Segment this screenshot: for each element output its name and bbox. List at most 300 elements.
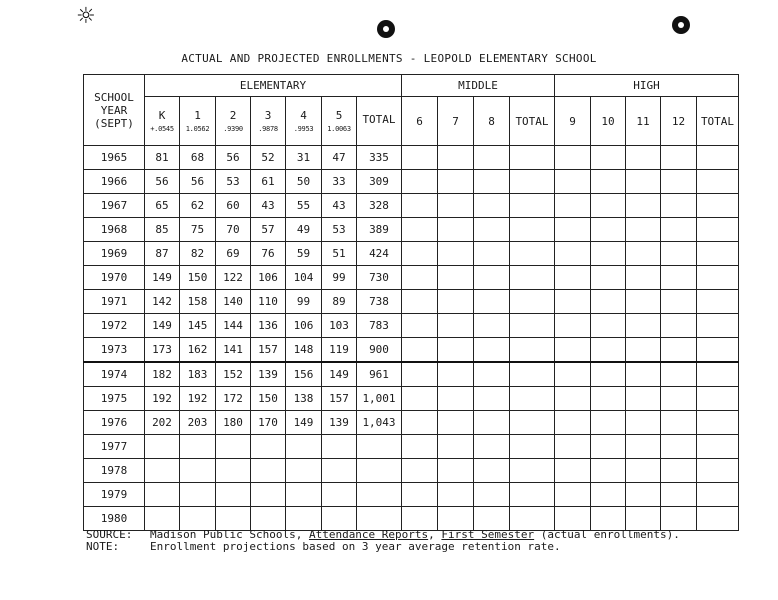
- enrollment-cell: 106: [286, 314, 322, 338]
- empty-cell: [438, 266, 474, 290]
- enrollment-cell: 81: [145, 146, 180, 170]
- enrollment-cell: 56: [180, 170, 216, 194]
- enrollment-cell: 99: [286, 290, 322, 314]
- year-cell: 1969: [84, 242, 145, 266]
- binder-clip-mark: ☼: [76, 4, 96, 29]
- year-cell: 1974: [84, 362, 145, 387]
- empty-cell: [402, 194, 438, 218]
- elementary-grade-header: 1 1.0562: [180, 97, 216, 146]
- punch-hole-icon: [377, 20, 395, 38]
- enrollment-cell: 783: [357, 314, 402, 338]
- empty-cell: [697, 146, 739, 170]
- empty-cell: [661, 218, 697, 242]
- enrollment-cell: 180: [216, 411, 251, 435]
- elementary-grade-header: TOTAL: [357, 97, 402, 146]
- enrollment-cell: 51: [322, 242, 357, 266]
- empty-cell: [474, 290, 510, 314]
- enrollment-cell: [251, 507, 286, 531]
- empty-cell: [474, 194, 510, 218]
- empty-cell: [438, 411, 474, 435]
- empty-cell: [510, 387, 555, 411]
- empty-cell: [402, 459, 438, 483]
- year-cell: 1978: [84, 459, 145, 483]
- enrollment-cell: 110: [251, 290, 286, 314]
- enrollment-cell: 172: [216, 387, 251, 411]
- year-cell: 1965: [84, 146, 145, 170]
- enrollment-cell: [251, 483, 286, 507]
- empty-cell: [661, 146, 697, 170]
- enrollment-cell: [286, 507, 322, 531]
- enrollment-cell: 56: [216, 146, 251, 170]
- empty-cell: [474, 459, 510, 483]
- year-cell: 1980: [84, 507, 145, 531]
- elementary-grade-header: 4 .9953: [286, 97, 322, 146]
- enrollment-cell: 106: [251, 266, 286, 290]
- empty-cell: [661, 459, 697, 483]
- year-cell: 1972: [84, 314, 145, 338]
- elementary-grade-header: 3 .9878: [251, 97, 286, 146]
- elementary-header: ELEMENTARY: [145, 75, 402, 97]
- enrollment-cell: 961: [357, 362, 402, 387]
- year-cell: 1967: [84, 194, 145, 218]
- empty-cell: [697, 435, 739, 459]
- empty-cell: [555, 218, 591, 242]
- year-cell: 1975: [84, 387, 145, 411]
- high-grade-header: 11: [626, 97, 661, 146]
- year-cell: 1966: [84, 170, 145, 194]
- empty-cell: [626, 411, 661, 435]
- empty-cell: [474, 314, 510, 338]
- empty-cell: [474, 146, 510, 170]
- enrollment-cell: 76: [251, 242, 286, 266]
- enrollment-cell: 149: [145, 266, 180, 290]
- table-row: [84, 459, 739, 483]
- empty-cell: [402, 242, 438, 266]
- empty-cell: [626, 387, 661, 411]
- empty-cell: [591, 362, 626, 387]
- high-grade-header: 9: [555, 97, 591, 146]
- punch-hole-icon: [672, 16, 690, 34]
- empty-cell: [591, 483, 626, 507]
- empty-cell: [510, 194, 555, 218]
- retention-ratio: 1.0562: [185, 125, 210, 133]
- empty-cell: [438, 362, 474, 387]
- enrollment-cell: 162: [180, 338, 216, 363]
- enrollment-cell: 82: [180, 242, 216, 266]
- empty-cell: [438, 218, 474, 242]
- enrollment-cell: [251, 459, 286, 483]
- empty-cell: [661, 266, 697, 290]
- empty-cell: [555, 290, 591, 314]
- empty-cell: [555, 338, 591, 363]
- empty-cell: [661, 194, 697, 218]
- empty-cell: [402, 266, 438, 290]
- enrollment-cell: [357, 483, 402, 507]
- empty-cell: [591, 387, 626, 411]
- table-row: [84, 483, 739, 507]
- enrollment-cell: [357, 459, 402, 483]
- empty-cell: [402, 483, 438, 507]
- source-text: Madison Public Schools, Attendance Reports, First Semester (actual enrollments).: [150, 528, 680, 541]
- enrollment-cell: 424: [357, 242, 402, 266]
- empty-cell: [510, 338, 555, 363]
- enrollment-cell: 55: [286, 194, 322, 218]
- enrollment-cell: 33: [322, 170, 357, 194]
- empty-cell: [591, 314, 626, 338]
- elementary-grade-header: K +.0545: [145, 97, 180, 146]
- empty-cell: [555, 146, 591, 170]
- enrollment-cell: 85: [145, 218, 180, 242]
- enrollment-cell: 149: [145, 314, 180, 338]
- empty-cell: [661, 242, 697, 266]
- empty-cell: [474, 218, 510, 242]
- empty-cell: [661, 411, 697, 435]
- empty-cell: [626, 218, 661, 242]
- empty-cell: [510, 362, 555, 387]
- empty-cell: [555, 314, 591, 338]
- empty-cell: [555, 387, 591, 411]
- empty-cell: [402, 362, 438, 387]
- empty-cell: [626, 507, 661, 531]
- enrollment-cell: 52: [251, 146, 286, 170]
- empty-cell: [626, 483, 661, 507]
- empty-cell: [591, 411, 626, 435]
- enrollment-cell: 144: [216, 314, 251, 338]
- table-row: [84, 362, 739, 387]
- empty-cell: [697, 362, 739, 387]
- empty-cell: [555, 194, 591, 218]
- table-row: [84, 242, 739, 266]
- enrollment-cell: [180, 435, 216, 459]
- empty-cell: [438, 435, 474, 459]
- empty-cell: [555, 507, 591, 531]
- enrollment-cell: 119: [322, 338, 357, 363]
- enrollment-cell: 152: [216, 362, 251, 387]
- table-row: [84, 170, 739, 194]
- empty-cell: [510, 290, 555, 314]
- middle-grade-header: 7: [438, 97, 474, 146]
- empty-cell: [697, 242, 739, 266]
- enrollment-cell: 103: [322, 314, 357, 338]
- empty-cell: [591, 194, 626, 218]
- empty-cell: [661, 362, 697, 387]
- high-grade-header: 12: [661, 97, 697, 146]
- enrollment-cell: [145, 507, 180, 531]
- enrollment-cell: [357, 435, 402, 459]
- empty-cell: [591, 266, 626, 290]
- enrollment-cell: 156: [286, 362, 322, 387]
- empty-cell: [474, 242, 510, 266]
- note-label: NOTE:: [86, 540, 120, 553]
- table-row: [84, 266, 739, 290]
- empty-cell: [661, 290, 697, 314]
- elementary-grade-header: 5 1.0063: [322, 97, 357, 146]
- enrollment-cell: [216, 435, 251, 459]
- enrollment-cell: 202: [145, 411, 180, 435]
- empty-cell: [438, 483, 474, 507]
- empty-cell: [438, 146, 474, 170]
- empty-cell: [626, 435, 661, 459]
- enrollment-cell: 139: [322, 411, 357, 435]
- empty-cell: [402, 314, 438, 338]
- enrollment-cell: 50: [286, 170, 322, 194]
- empty-cell: [510, 459, 555, 483]
- enrollment-cell: 203: [180, 411, 216, 435]
- retention-ratio: .9390: [223, 125, 243, 133]
- empty-cell: [510, 242, 555, 266]
- enrollment-cell: 157: [251, 338, 286, 363]
- empty-cell: [661, 507, 697, 531]
- table-row: [84, 218, 739, 242]
- middle-grade-header: 6: [402, 97, 438, 146]
- enrollment-cell: 389: [357, 218, 402, 242]
- empty-cell: [626, 194, 661, 218]
- enrollment-cell: 900: [357, 338, 402, 363]
- retention-ratio: .9953: [293, 125, 314, 133]
- empty-cell: [402, 218, 438, 242]
- enrollment-cell: 49: [286, 218, 322, 242]
- enrollment-cell: 68: [180, 146, 216, 170]
- enrollment-cell: 183: [180, 362, 216, 387]
- enrollment-cell: 59: [286, 242, 322, 266]
- enrollment-cell: [145, 435, 180, 459]
- enrollment-cell: [216, 507, 251, 531]
- enrollment-cell: [322, 483, 357, 507]
- enrollment-cell: [145, 459, 180, 483]
- empty-cell: [402, 507, 438, 531]
- empty-cell: [474, 411, 510, 435]
- year-cell: 1970: [84, 266, 145, 290]
- empty-cell: [697, 290, 739, 314]
- year-cell: 1976: [84, 411, 145, 435]
- empty-cell: [661, 314, 697, 338]
- elementary-grade-header: 2 .9390: [216, 97, 251, 146]
- enrollment-cell: 122: [216, 266, 251, 290]
- empty-cell: [591, 290, 626, 314]
- empty-cell: [591, 218, 626, 242]
- enrollment-cell: 738: [357, 290, 402, 314]
- empty-cell: [474, 435, 510, 459]
- enrollment-cell: [322, 459, 357, 483]
- table-row: [84, 290, 739, 314]
- empty-cell: [438, 242, 474, 266]
- empty-cell: [555, 266, 591, 290]
- enrollment-cell: 70: [216, 218, 251, 242]
- empty-cell: [438, 314, 474, 338]
- enrollment-cell: [357, 507, 402, 531]
- high-grade-header: TOTAL: [697, 97, 739, 146]
- enrollment-cell: 142: [145, 290, 180, 314]
- empty-cell: [438, 338, 474, 363]
- high-grade-header: 10: [591, 97, 626, 146]
- empty-cell: [591, 507, 626, 531]
- enrollment-cell: 53: [322, 218, 357, 242]
- enrollment-cell: [180, 507, 216, 531]
- retention-ratio: +.0545: [150, 125, 174, 133]
- empty-cell: [626, 146, 661, 170]
- empty-cell: [402, 170, 438, 194]
- enrollment-cell: [216, 459, 251, 483]
- enrollment-cell: [145, 483, 180, 507]
- enrollment-cell: 149: [286, 411, 322, 435]
- empty-cell: [555, 483, 591, 507]
- empty-cell: [510, 266, 555, 290]
- enrollment-cell: 173: [145, 338, 180, 363]
- empty-cell: [626, 338, 661, 363]
- enrollment-cell: 141: [216, 338, 251, 363]
- empty-cell: [402, 146, 438, 170]
- enrollment-table: [83, 74, 739, 531]
- enrollment-cell: 182: [145, 362, 180, 387]
- enrollment-cell: 158: [180, 290, 216, 314]
- enrollment-cell: 328: [357, 194, 402, 218]
- enrollment-cell: 730: [357, 266, 402, 290]
- empty-cell: [555, 242, 591, 266]
- year-cell: 1968: [84, 218, 145, 242]
- empty-cell: [555, 362, 591, 387]
- empty-cell: [697, 507, 739, 531]
- document-title: ACTUAL AND PROJECTED ENROLLMENTS - LEOPOLD ELEMENTARY SCHOOL: [181, 52, 597, 65]
- enrollment-cell: 309: [357, 170, 402, 194]
- footnotes: [86, 529, 680, 553]
- empty-cell: [697, 387, 739, 411]
- empty-cell: [438, 170, 474, 194]
- empty-cell: [510, 218, 555, 242]
- enrollment-cell: 69: [216, 242, 251, 266]
- empty-cell: [474, 362, 510, 387]
- empty-cell: [591, 146, 626, 170]
- enrollment-cell: [286, 459, 322, 483]
- empty-cell: [438, 507, 474, 531]
- empty-cell: [591, 459, 626, 483]
- empty-cell: [474, 338, 510, 363]
- year-cell: 1971: [84, 290, 145, 314]
- enrollment-cell: 145: [180, 314, 216, 338]
- enrollment-cell: 192: [180, 387, 216, 411]
- empty-cell: [555, 170, 591, 194]
- empty-cell: [510, 507, 555, 531]
- empty-cell: [474, 170, 510, 194]
- year-cell: 1979: [84, 483, 145, 507]
- empty-cell: [697, 483, 739, 507]
- empty-cell: [697, 194, 739, 218]
- empty-cell: [402, 290, 438, 314]
- empty-cell: [626, 314, 661, 338]
- retention-ratio: 1.0063: [327, 125, 351, 133]
- enrollment-cell: [180, 483, 216, 507]
- enrollment-cell: [322, 435, 357, 459]
- enrollment-cell: 150: [251, 387, 286, 411]
- middle-header: MIDDLE: [402, 75, 555, 97]
- enrollment-cell: 104: [286, 266, 322, 290]
- empty-cell: [591, 338, 626, 363]
- empty-cell: [402, 411, 438, 435]
- empty-cell: [697, 218, 739, 242]
- empty-cell: [591, 435, 626, 459]
- empty-cell: [438, 290, 474, 314]
- empty-cell: [402, 338, 438, 363]
- enrollment-cell: 65: [145, 194, 180, 218]
- enrollment-cell: 60: [216, 194, 251, 218]
- empty-cell: [555, 411, 591, 435]
- empty-cell: [510, 170, 555, 194]
- empty-cell: [510, 411, 555, 435]
- empty-cell: [626, 170, 661, 194]
- table-row: [84, 146, 739, 170]
- table-row: [84, 411, 739, 435]
- enrollment-cell: 47: [322, 146, 357, 170]
- enrollment-cell: 170: [251, 411, 286, 435]
- empty-cell: [474, 483, 510, 507]
- enrollment-cell: 53: [216, 170, 251, 194]
- empty-cell: [474, 266, 510, 290]
- enrollment-cell: 43: [251, 194, 286, 218]
- enrollment-cell: [286, 435, 322, 459]
- enrollment-cell: 1,001: [357, 387, 402, 411]
- empty-cell: [555, 435, 591, 459]
- enrollment-cell: 136: [251, 314, 286, 338]
- empty-cell: [626, 290, 661, 314]
- source-label: SOURCE:: [86, 528, 133, 541]
- empty-cell: [510, 435, 555, 459]
- empty-cell: [402, 387, 438, 411]
- empty-cell: [661, 483, 697, 507]
- retention-ratio: .9878: [258, 125, 278, 133]
- empty-cell: [438, 459, 474, 483]
- empty-cell: [661, 387, 697, 411]
- table-row: [84, 314, 739, 338]
- empty-cell: [626, 242, 661, 266]
- empty-cell: [626, 266, 661, 290]
- empty-cell: [697, 459, 739, 483]
- empty-cell: [402, 435, 438, 459]
- empty-cell: [661, 170, 697, 194]
- empty-cell: [697, 411, 739, 435]
- table-row: [84, 387, 739, 411]
- enrollment-cell: [251, 435, 286, 459]
- enrollment-cell: 139: [251, 362, 286, 387]
- empty-cell: [474, 387, 510, 411]
- enrollment-cell: 192: [145, 387, 180, 411]
- enrollment-cell: 87: [145, 242, 180, 266]
- high-header: HIGH: [555, 75, 739, 97]
- enrollment-cell: 31: [286, 146, 322, 170]
- table-row: [84, 435, 739, 459]
- note-text: Enrollment projections based on 3 year average retention rate.: [150, 540, 561, 553]
- enrollment-cell: 62: [180, 194, 216, 218]
- enrollment-cell: 43: [322, 194, 357, 218]
- enrollment-cell: 157: [322, 387, 357, 411]
- empty-cell: [626, 459, 661, 483]
- enrollment-cell: 149: [322, 362, 357, 387]
- year-column-header: SCHOOL YEAR (SEPT): [84, 75, 145, 146]
- enrollment-cell: [180, 459, 216, 483]
- enrollment-cell: 61: [251, 170, 286, 194]
- enrollment-cell: 140: [216, 290, 251, 314]
- empty-cell: [626, 362, 661, 387]
- enrollment-cell: 75: [180, 218, 216, 242]
- enrollment-cell: 57: [251, 218, 286, 242]
- middle-grade-header: 8: [474, 97, 510, 146]
- middle-grade-header: TOTAL: [510, 97, 555, 146]
- enrollment-cell: [322, 507, 357, 531]
- empty-cell: [438, 387, 474, 411]
- enrollment-cell: 1,043: [357, 411, 402, 435]
- table-row: [84, 507, 739, 531]
- empty-cell: [474, 507, 510, 531]
- enrollment-cell: 335: [357, 146, 402, 170]
- empty-cell: [591, 242, 626, 266]
